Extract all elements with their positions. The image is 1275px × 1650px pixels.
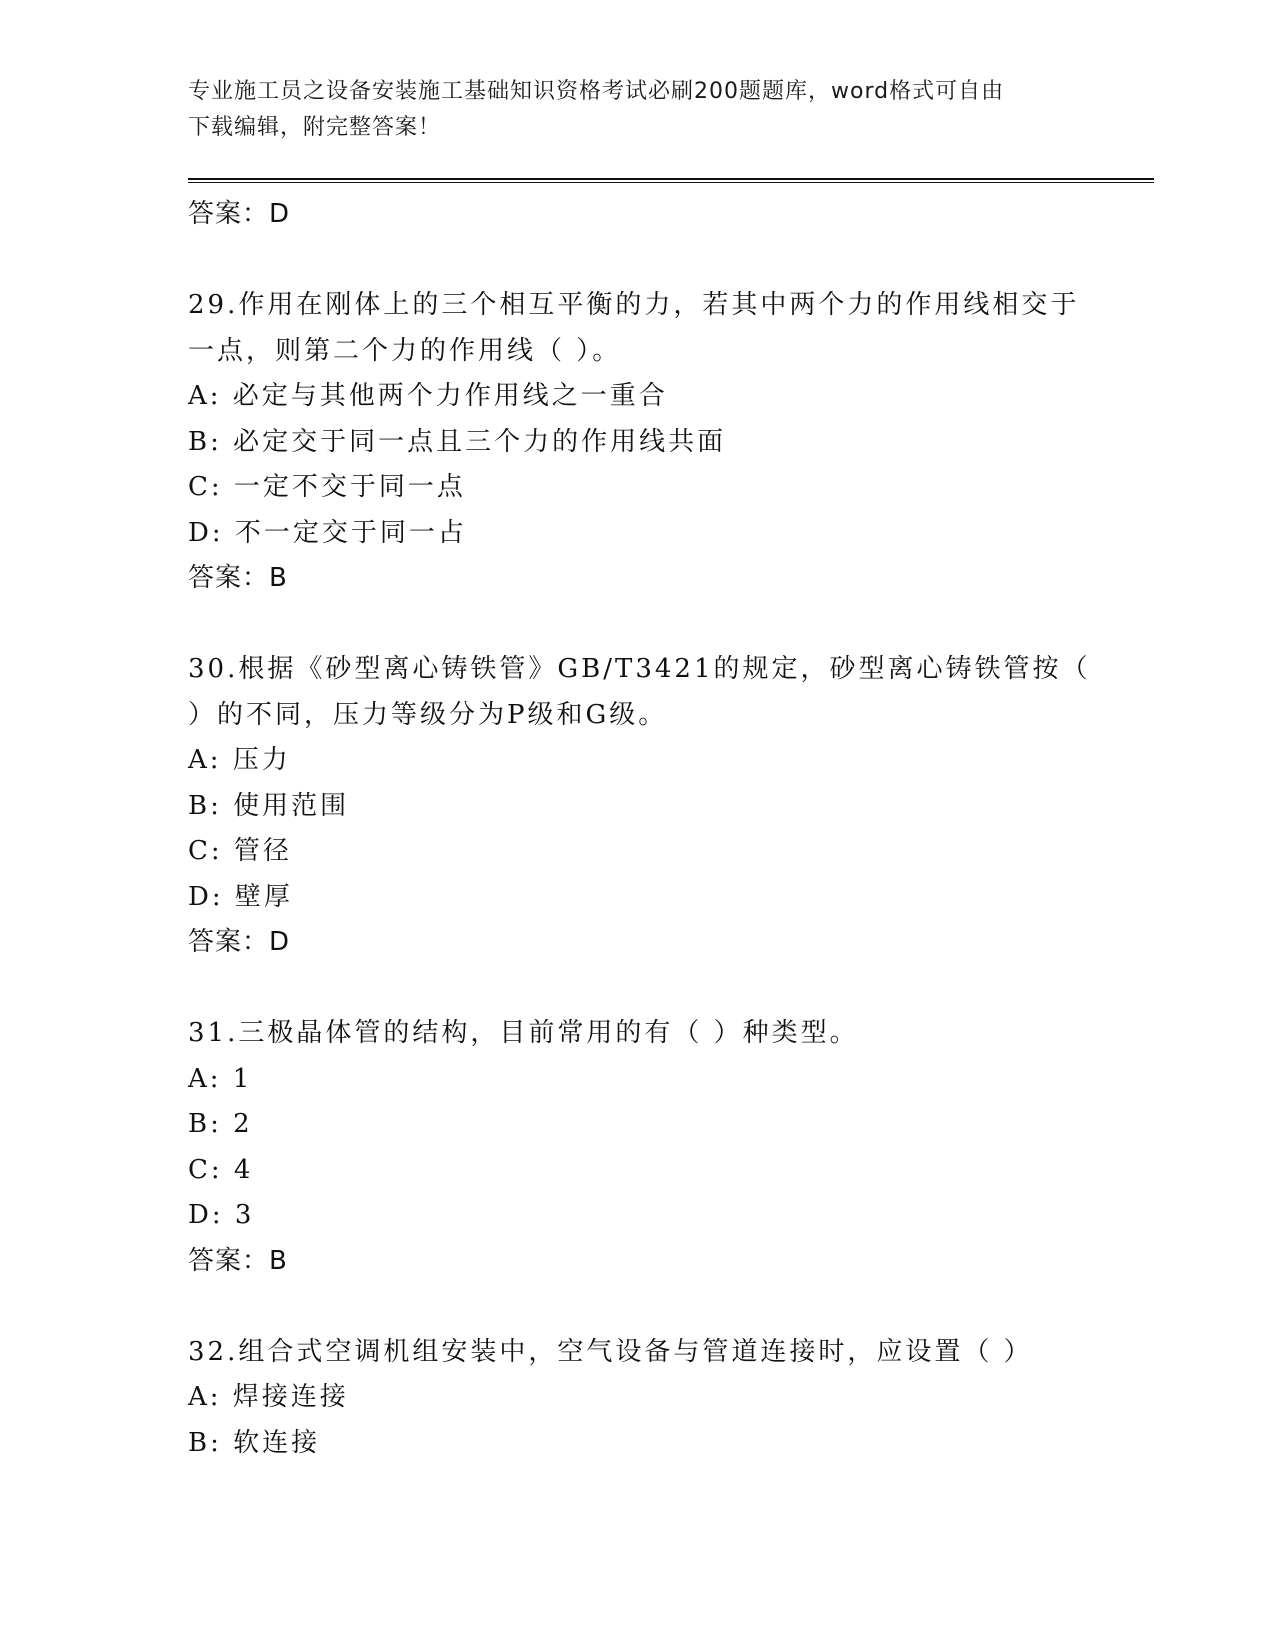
question-text: 一点，则第二个力的作用线（ ）。 [188,335,622,366]
page-header [188,74,1068,146]
question-block-32 [188,1330,1128,1467]
option-a: A: 压力 [188,745,291,775]
answer-line: 答案：D [188,927,291,957]
option-a: A: 焊接连接 [188,1382,349,1412]
question-text: 29.作用在刚体上的三个相互平衡的力，若其中两个力的作用线相交于 [188,290,1080,320]
option-b: B: 软连接 [188,1427,321,1458]
question-text: 31.三极晶体管的结构，目前常用的有（ ）种类型。 [188,1018,859,1048]
option-d: D: 壁厚 [188,881,293,912]
option-b: B: 必定交于同一点且三个力的作用线共面 [188,426,727,457]
answer-line: 答案：B [188,563,288,593]
question-text: 30.根据《砂型离心铸铁管》GB/T3421的规定，砂型离心铸铁管按（ [188,654,1091,684]
header-line-1: 专业施工员之设备安装施工基础知识资格考试必刷200题题库，word格式可自由 [188,79,1005,104]
answer-line: 答案：D [188,199,291,229]
option-c: C: 一定不交于同一点 [188,472,466,502]
question-block-31 [188,1011,1128,1284]
option-a: A: 必定与其他两个力作用线之一重合 [188,381,668,411]
option-d: D: 3 [188,1200,255,1230]
option-c: C: 管径 [188,836,292,866]
question-block-30 [188,647,1128,966]
question-text: ）的不同，压力等级分为P级和G级。 [188,699,668,730]
header-line-2: 下载编辑，附完整答案！ [188,115,442,140]
question-text: 32.组合式空调机组安装中，空气设备与管道连接时，应设置（ ） [188,1336,1033,1367]
header-divider [188,178,1154,183]
option-d: D: 不一定交于同一占 [188,517,467,548]
answer-line: 答案：B [188,1245,288,1276]
question-block-29 [188,283,1128,602]
option-c: C: 4 [188,1154,254,1185]
question-list [188,192,1128,1466]
option-b: B: 使用范围 [188,790,350,821]
option-b: B: 2 [188,1109,253,1139]
option-a: A: 1 [188,1063,253,1094]
